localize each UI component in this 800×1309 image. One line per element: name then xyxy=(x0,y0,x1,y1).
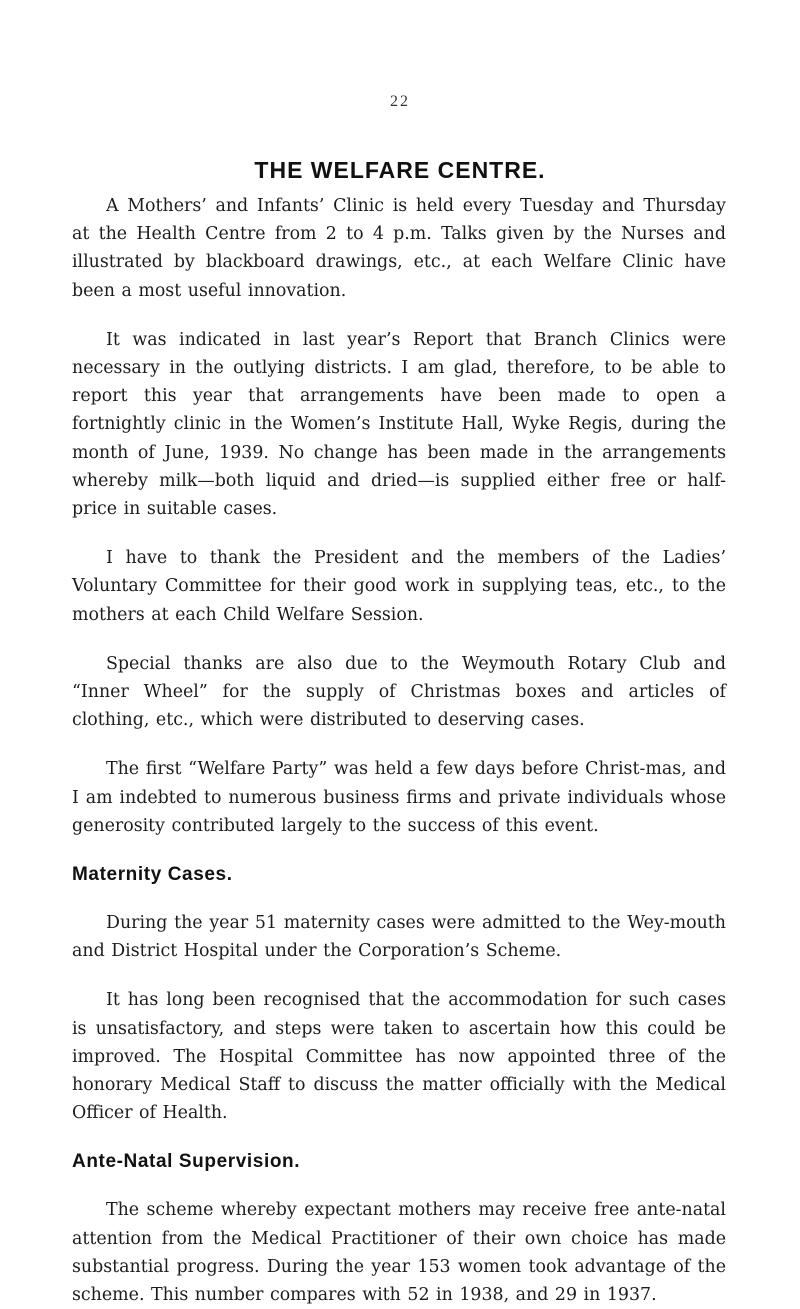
paragraph-maternity-admissions: During the year 51 maternity cases were admitted to the Wey-mouth and District Hospital under the Corporation’s Scheme. xyxy=(72,913,726,962)
heading-ante-natal-supervision: Ante-Natal Supervision. xyxy=(72,1151,301,1173)
heading-maternity-cases: Maternity Cases. xyxy=(72,864,233,886)
page-number: 22 xyxy=(390,93,410,110)
paragraph-accommodation: It has long been recognised that the accommodation for such cases is unsatisfactory, and steps were taken to ascertain how this could be improved. The Hospital Committee has now appointed three of the honorary Medical Staff to discuss the matter officially with the Medical Officer of Health. xyxy=(72,990,726,1124)
paragraph-rotary-club: Special thanks are also due to the Weymouth Rotary Club and “Inner Wheel” for the supply of Christmas boxes and articles of clothing, etc., which were distributed to deserving cases. xyxy=(72,653,726,731)
paragraph-ladies-committee: I have to thank the President and the members of the Ladies’ Voluntary Committee for their good work in supplying teas, etc., to the mothers at each Child Welfare Session. xyxy=(72,548,726,625)
page-title: THE WELFARE CENTRE. xyxy=(254,157,546,183)
document-body xyxy=(72,192,726,1309)
paragraph-ante-natal-scheme: The scheme whereby expectant mothers may receive free ante-natal attention from the Medical Practitioner of their own choice has made substantial progress. During the year 153 women took advantage of the scheme. This number compares with 52 in 1938, and 29 in 1937. xyxy=(72,1200,726,1306)
paragraph-branch-clinics: It was indicated in last year’s Report that Branch Clinics were necessary in the outlying districts. I am glad, therefore, to be able to report this year that arrangements have been made to open a fortnightly clinic in the Women’s Institute Hall, Wyke Regis, during the month of June, 1939. No change has been made in the arrangements whereby milk—both liquid and dried—is supplied either free or half-price in suitable cases. xyxy=(72,329,726,520)
paragraph-clinic-schedule: A Mothers’ and Infants’ Clinic is held every Tuesday and Thursday at the Health Centre from 2 to 4 p.m. Talks given by the Nurses and illustrated by blackboard drawings, etc., at each Welfare Clinic have been a most useful innovation. xyxy=(72,196,726,301)
paragraph-welfare-party: The first “Welfare Party” was held a few days before Christ-mas, and I am indebted to numerous business firms and private individuals whose generosity contributed largely to the success of this event. xyxy=(72,759,726,836)
